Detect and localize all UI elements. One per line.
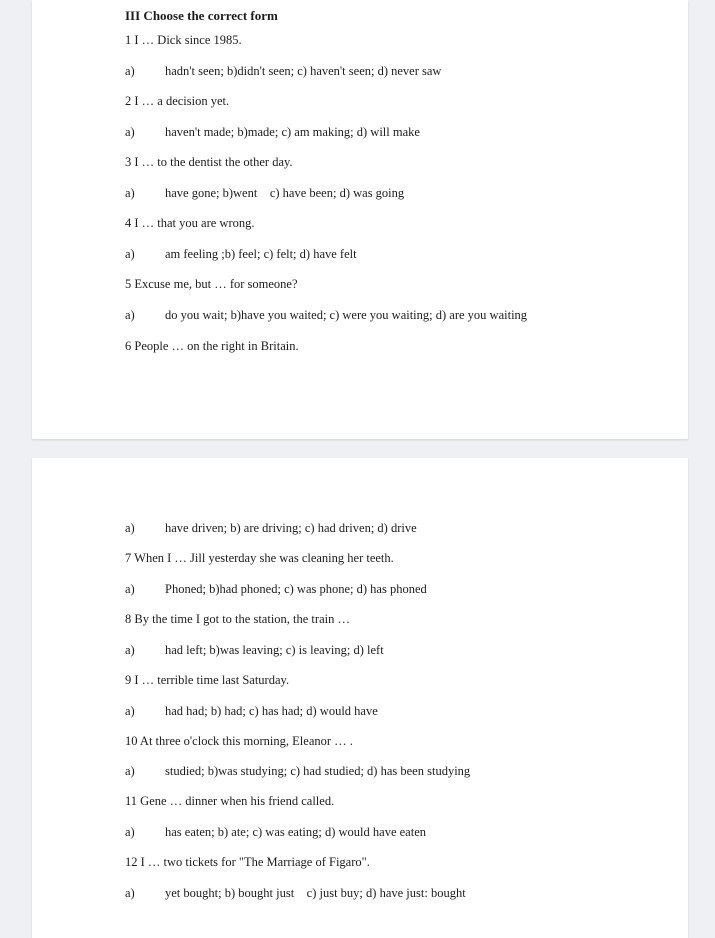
- option-letter: a): [125, 704, 135, 718]
- option-text: am feeling ;b) feel; c) felt; d) have felt: [165, 247, 357, 261]
- answer-options-1: [125, 63, 441, 79]
- answer-options-7: [125, 581, 427, 597]
- option-letter: a): [125, 247, 135, 261]
- answer-options-9: [125, 703, 378, 719]
- option-text: have gone; b)went c) have been; d) was going: [165, 186, 405, 200]
- question-12: 12 I … two tickets for "The Marriage of Figaro".: [125, 855, 370, 869]
- option-text: yet bought; b) bought just c) just buy; d) have just: bought: [165, 886, 466, 900]
- option-text: do you wait; b)have you waited; c) were you waiting; d) are you waiting: [165, 308, 528, 322]
- option-text: had had; b) had; c) has had; d) would have: [165, 704, 378, 718]
- question-10: 10 At three o'clock this morning, Eleanor … .: [125, 734, 353, 748]
- document-page-1: [32, 0, 688, 439]
- answer-options-5: [125, 307, 527, 323]
- question-8: 8 By the time I got to the station, the train …: [125, 612, 350, 626]
- option-letter: a): [125, 886, 135, 900]
- option-text: haven't made; b)made; c) am making; d) will make: [165, 125, 420, 139]
- option-letter: a): [125, 125, 135, 139]
- answer-options-2: [125, 124, 420, 140]
- option-text: have driven; b) are driving; c) had driven; d) drive: [165, 521, 417, 535]
- question-6: 6 People … on the right in Britain.: [125, 339, 299, 353]
- option-letter: a): [125, 186, 135, 200]
- answer-options-11: [125, 824, 426, 840]
- answer-options-4: [125, 246, 357, 262]
- option-text: had left; b)was leaving; c) is leaving; d) left: [165, 643, 384, 657]
- question-2: 2 I … a decision yet.: [125, 94, 230, 108]
- option-letter: a): [125, 825, 135, 839]
- option-text: has eaten; b) ate; c) was eating; d) would have eaten: [165, 825, 426, 839]
- option-letter: a): [125, 643, 135, 657]
- answer-options-10: [125, 763, 470, 779]
- question-7: 7 When I … Jill yesterday she was cleaning her teeth.: [125, 551, 394, 565]
- option-letter: a): [125, 308, 135, 322]
- option-text: Phoned; b)had phoned; c) was phone; d) has phoned: [165, 582, 427, 596]
- option-letter: a): [125, 764, 135, 778]
- question-3: 3 I … to the dentist the other day.: [125, 155, 293, 169]
- answer-options-12: [125, 885, 466, 901]
- question-11: 11 Gene … dinner when his friend called.: [125, 794, 335, 808]
- document-page-2: [32, 458, 688, 938]
- question-5: 5 Excuse me, but … for someone?: [125, 277, 298, 291]
- answer-options-6: [125, 520, 417, 536]
- answer-options-8: [125, 642, 384, 658]
- answer-options-3: [125, 185, 404, 201]
- question-1: 1 I … Dick since 1985.: [125, 33, 242, 47]
- option-letter: a): [125, 521, 135, 535]
- exercise-heading: III Choose the correct form: [125, 8, 278, 23]
- option-letter: a): [125, 582, 135, 596]
- option-text: hadn't seen; b)didn't seen; c) haven't seen; d) never saw: [165, 64, 442, 78]
- option-letter: a): [125, 64, 135, 78]
- question-9: 9 I … terrible time last Saturday.: [125, 673, 290, 687]
- option-text: studied; b)was studying; c) had studied; d) has been studying: [165, 764, 471, 778]
- question-4: 4 I … that you are wrong.: [125, 216, 255, 230]
